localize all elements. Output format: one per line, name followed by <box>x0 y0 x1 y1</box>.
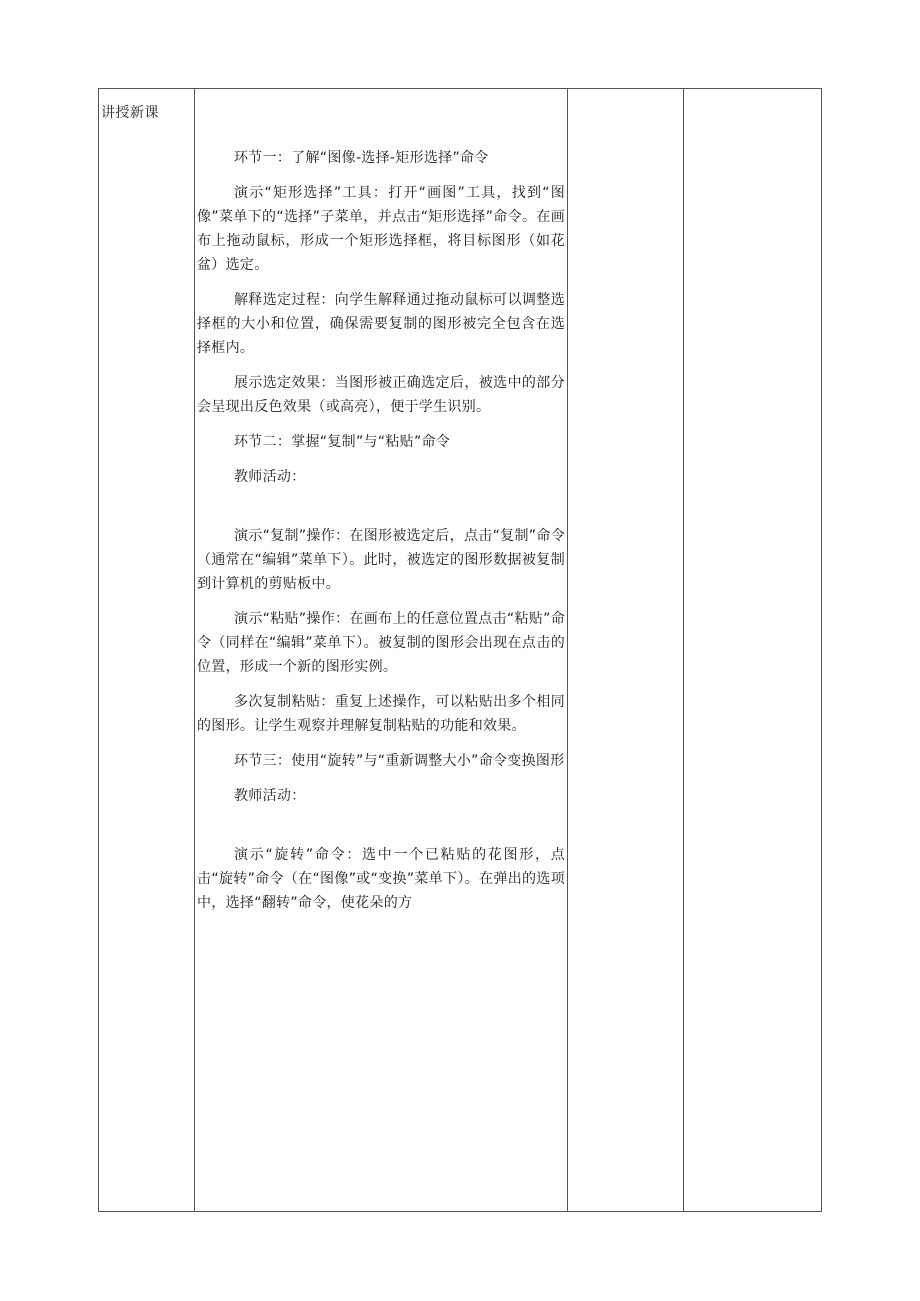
paragraph-demo-rotate: 演示“旋转”命令：选中一个已粘贴的花图形，点击“旋转”命令（在“图像”或“变换”菜单下）。在弹出的选项中，选择“翻转”命令，使花朵的方 <box>197 847 565 911</box>
paragraph-step2-heading: 环节二：掌握“复制”与“粘贴”命令 <box>234 434 451 450</box>
paragraph-step3-heading: 环节三：使用“旋转”与“重新调整大小”命令变换图形 <box>234 753 565 769</box>
paragraph-teacher-activity: 教师活动： <box>234 469 306 485</box>
table-row <box>99 89 822 1212</box>
empty-cell-3 <box>568 89 684 1212</box>
lesson-plan-table <box>98 88 822 1212</box>
paragraph-show-selection-effect: 展示选定效果：当图形被正确选定后，被选中的部分会呈现出反色效果（或高亮），便于学生识别。 <box>197 375 565 415</box>
content-body <box>195 89 567 915</box>
paragraph-explain-selection: 解释选定过程：向学生解释通过拖动鼠标可以调整选择框的大小和位置，确保需要复制的图形被完全包含在选择框内。 <box>197 292 565 356</box>
empty-cell-4 <box>684 89 822 1212</box>
content-cell <box>195 89 568 1212</box>
paragraph-step1-heading: 环节一：了解“图像-选择-矩形选择”命令 <box>234 150 489 166</box>
paragraph-demo-copy: 演示“复制”操作：在图形被选定后，点击“复制”命令（通常在“编辑”菜单下）。此时，被选定的图形数据被复制到计算机的剪贴板中。 <box>197 528 565 592</box>
paragraph-teacher-activity-2: 教师活动： <box>234 788 306 804</box>
paragraph-multiple-paste: 多次复制粘贴：重复上述操作，可以粘贴出多个相同的图形。让学生观察并理解复制粘贴的功能和效果。 <box>197 694 565 734</box>
paragraph-demo-paste: 演示“粘贴”操作：在画布上的任意位置点击“粘贴”命令（同样在“编辑”菜单下）。被复制的图形会出现在点击的位置，形成一个新的图形实例。 <box>197 611 565 675</box>
section-cell <box>99 89 195 1212</box>
section-label: 讲授新课 <box>101 105 159 121</box>
paragraph-demo-rect-select: 演示“矩形选择”工具：打开“画图”工具，找到“图像”菜单下的“选择”子菜单，并点击“矩形选择”命令。在画布上拖动鼠标，形成一个矩形选择框，将目标图形（如花盆）选定。 <box>197 185 565 273</box>
